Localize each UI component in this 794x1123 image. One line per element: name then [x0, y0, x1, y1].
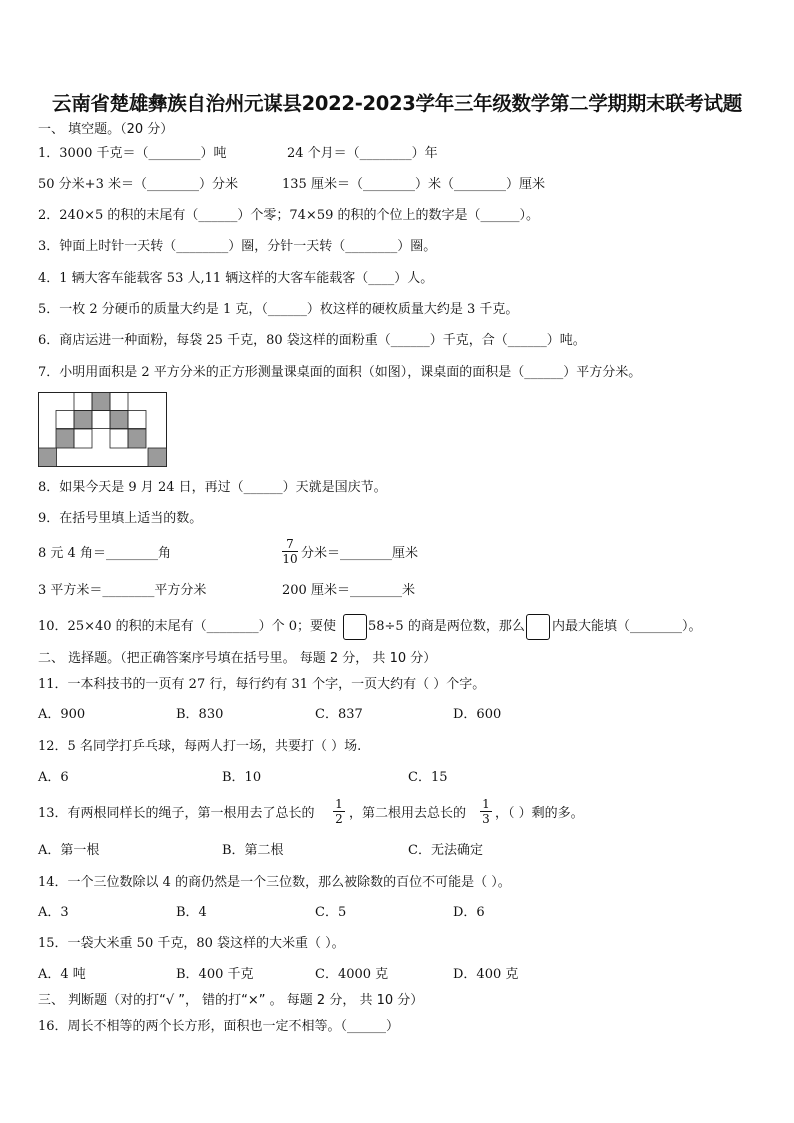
option-12-b: B．10 [222, 770, 262, 785]
fraction-1-2 [333, 797, 345, 826]
question-7: 7．小明用面积是 2 平方分米的正方形测量课桌面的面积（如图），课桌面的面积是（______）平方分米。 [38, 365, 642, 380]
question-8: 8．如果今天是 9 月 24 日，再过（______）天就是国庆节。 [38, 480, 387, 495]
option-14-d: D．6 [453, 905, 485, 920]
question-4: 4．1 辆大客车能载客 53 人,11 辆这样的大客车能载客（____）人。 [38, 271, 434, 286]
question-15: 15．一袋大米重 50 千克，80 袋这样的大米重（ ）。 [38, 936, 345, 951]
option-12-a: A．6 [38, 770, 69, 785]
option-13-b: B．第二根 [222, 843, 284, 858]
question-11: 11．一本科技书的一页有 27 行，每行约有 31 个字，一页大约有（ ）个字。 [38, 677, 486, 692]
question-10-part1: 10．25×40 的积的末尾有（________）个 0；要使 [38, 619, 337, 634]
option-11-b: B．830 [176, 707, 224, 722]
option-15-a: A．4 吨 [38, 967, 86, 982]
question-13-part1: 13．有两根同样长的绳子，第一根用去了总长的 [38, 806, 315, 821]
option-13-a: A．第一根 [38, 843, 100, 858]
question-1a: 1．3000 千克＝（________）吨 [38, 146, 227, 161]
option-15-b: B．400 千克 [176, 967, 254, 982]
question-3: 3．钟面上时针一天转（________）圈，分针一天转（________）圈。 [38, 239, 437, 254]
option-14-c: C．5 [315, 905, 347, 920]
question-16: 16．周长不相等的两个长方形，面积也一定不相等。（______） [38, 1019, 400, 1034]
fraction-denominator: 10 [282, 552, 298, 566]
fraction-numerator: 1 [333, 797, 345, 812]
option-11-a: A．900 [38, 707, 86, 722]
question-14: 14．一个三位数除以 4 的商仍然是一个三位数，那么被除数的百位不可能是（ ）。 [38, 875, 511, 890]
question-13-part3: ，（ ）剩的多。 [495, 806, 584, 821]
section-1-heading: 一、 填空题。（20 分） [38, 122, 174, 137]
question-9: 9．在括号里填上适当的数。 [38, 511, 203, 526]
section-3-heading: 三、 判断题（对的打“√ ”， 错的打“×” 。 每题 2 分， 共 10 分） [38, 993, 424, 1008]
question-6: 6．商店运进一种面粉，每袋 25 千克，80 袋这样的面粉重（______）千克，合（______）吨。 [38, 333, 586, 348]
question-9b: 分米＝________厘米 [301, 546, 419, 561]
option-14-b: B．4 [176, 905, 207, 920]
fraction-denominator: 2 [335, 812, 343, 826]
question-1c: 50 分米+3 米＝（________）分米 [38, 177, 238, 192]
option-11-d: D．600 [453, 707, 502, 722]
option-15-d: D．400 克 [453, 967, 519, 982]
section-2-heading: 二、 选择题。（把正确答案序号填在括号里。 每题 2 分， 共 10 分） [38, 651, 437, 666]
question-9c: 3 平方米＝________平方分米 [38, 583, 207, 598]
desk-grid-figure [38, 392, 168, 468]
page-title: 云南省楚雄彝族自治州元谋县2022-2023学年三年级数学第二学期期末联考试题 [52, 92, 742, 115]
question-1b: 24 个月＝（________）年 [287, 146, 438, 161]
fraction-numerator: 1 [480, 797, 492, 812]
option-13-c: C．无法确定 [408, 843, 483, 858]
question-12: 12．5 名同学打乒乓球，每两人打一场，共要打（ ）场. [38, 739, 362, 754]
question-9d: 200 厘米＝________米 [282, 583, 415, 598]
option-14-a: A．3 [38, 905, 69, 920]
fraction-7-10 [282, 537, 298, 566]
blank-box-1 [343, 614, 367, 640]
question-5: 5．一枚 2 分硬币的质量大约是 1 克，（______）枚这样的硬枚质量大约是 3 千克。 [38, 302, 519, 317]
question-10-part3: 内最大能填（________）。 [552, 619, 702, 634]
question-9a: 8 元 4 角＝________角 [38, 546, 171, 561]
blank-box-2 [526, 614, 550, 640]
question-10-part2: 58÷5 的商是两位数，那么 [368, 619, 525, 634]
fraction-1-3 [480, 797, 492, 826]
question-1d: 135 厘米＝（________）米（________）厘米 [282, 177, 545, 192]
option-11-c: C．837 [315, 707, 363, 722]
fraction-numerator: 7 [282, 537, 298, 552]
fraction-denominator: 3 [482, 812, 490, 826]
question-2: 2．240×5 的积的末尾有（______）个零；74×59 的积的个位上的数字是（______）。 [38, 208, 539, 223]
option-12-c: C．15 [408, 770, 448, 785]
option-15-c: C．4000 克 [315, 967, 389, 982]
question-13-part2: ，第二根用去总长的 [349, 806, 467, 821]
